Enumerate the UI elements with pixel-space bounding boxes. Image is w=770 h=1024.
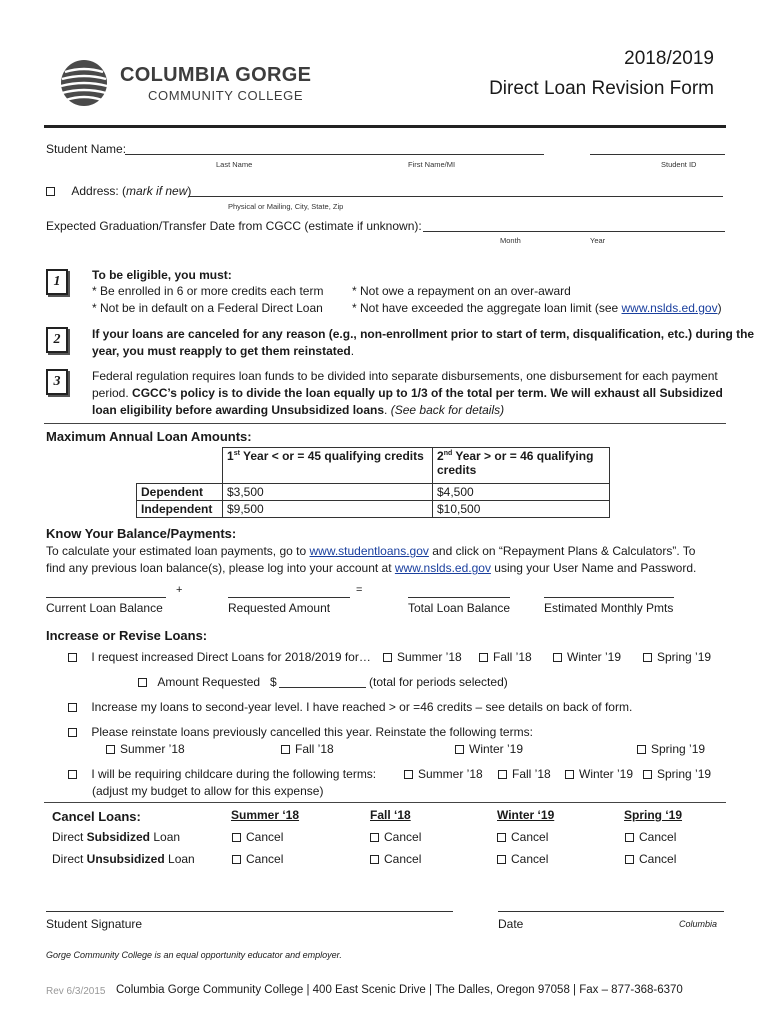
independent-label: Independent bbox=[137, 501, 223, 518]
cancel-subsidized-spring-checkbox[interactable] bbox=[625, 833, 634, 842]
balance-title: Know Your Balance/Payments: bbox=[46, 526, 237, 541]
cancel-subsidized-summer: Cancel bbox=[232, 830, 283, 844]
plus-sign: + bbox=[176, 584, 183, 596]
eligible-item-3: * Not be in default on a Federal Direct Loan bbox=[92, 301, 323, 315]
equals-sign: = bbox=[356, 584, 363, 596]
eligible-item-2: * Not owe a repayment on an over-award bbox=[352, 284, 571, 298]
nslds-link[interactable]: www.nslds.ed.gov bbox=[621, 301, 718, 315]
month-caption: Month bbox=[500, 236, 521, 245]
subsidized-row-label: Direct Subsidized Loan bbox=[52, 830, 181, 844]
logo-line1: COLUMBIA GORGE bbox=[120, 64, 312, 86]
address-field[interactable] bbox=[188, 182, 723, 197]
address-caption: Physical or Mailing, City, State, Zip bbox=[228, 202, 344, 211]
cancel-warning-period: . bbox=[350, 344, 355, 358]
increase-fall-checkbox[interactable] bbox=[479, 653, 488, 662]
address-close: ) bbox=[187, 184, 192, 198]
federal-rule-line2a: period. bbox=[92, 386, 133, 400]
cancel-unsubsidized-winter: Cancel bbox=[497, 852, 548, 866]
increase-title: Increase or Revise Loans: bbox=[46, 628, 208, 643]
graduation-label: Expected Graduation/Transfer Date from CGCC (estimate if unknown): bbox=[46, 219, 422, 233]
first-name-caption: First Name/MI bbox=[408, 160, 456, 169]
childcare-fall-option bbox=[498, 767, 551, 781]
monthly-payment-field[interactable] bbox=[544, 584, 674, 598]
federal-rule-line2 bbox=[92, 386, 723, 400]
reinstate-spring-label: Spring ’19 bbox=[651, 742, 706, 756]
childcare-winter-label: Winter ’19 bbox=[579, 767, 634, 781]
header-divider bbox=[44, 125, 726, 128]
cancel-header-fall: Fall ‘18 bbox=[370, 808, 411, 822]
cancel-header-winter: Winter ‘19 bbox=[497, 808, 555, 822]
eligible-item-4 bbox=[352, 301, 722, 315]
requested-amount-field[interactable] bbox=[228, 584, 350, 598]
requested-amount-caption: Requested Amount bbox=[228, 601, 331, 615]
second-year-row bbox=[68, 700, 632, 714]
federal-rule-line1: Federal regulation requires loan funds to be divided into separate disbursements, one disbursement for each payment bbox=[92, 369, 718, 383]
dollar-sign: $ bbox=[270, 675, 277, 689]
current-balance-caption: Current Loan Balance bbox=[46, 601, 163, 615]
cancel-title: Cancel Loans: bbox=[52, 809, 141, 824]
increase-fall-label: Fall ’18 bbox=[493, 650, 532, 664]
address-new-checkbox[interactable] bbox=[46, 187, 55, 196]
college-logo bbox=[58, 58, 338, 108]
federal-rule-line3a: loan eligibility before awarding Unsubsidized loans bbox=[92, 403, 385, 417]
max-loan-row-dependent bbox=[137, 484, 610, 501]
logo-line2: COMMUNITY COLLEGE bbox=[148, 88, 304, 103]
increase-summer-label: Summer ’18 bbox=[397, 650, 462, 664]
max-loan-row-independent bbox=[137, 501, 610, 518]
increase-summer-checkbox[interactable] bbox=[383, 653, 392, 662]
student-id-field[interactable] bbox=[590, 140, 725, 155]
childcare-summer-option bbox=[404, 767, 483, 781]
college-contact-footer: Columbia Gorge Community College | 400 East Scenic Drive | The Dalles, Oregon 97058 | Fax – 877-368-6370 bbox=[116, 984, 683, 996]
cancel-unsubsidized-spring: Cancel bbox=[625, 852, 676, 866]
reinstate-row bbox=[68, 725, 533, 739]
increase-winter-label: Winter ’19 bbox=[567, 650, 622, 664]
childcare-row bbox=[68, 767, 376, 781]
reinstate-summer-option bbox=[106, 742, 185, 756]
childcare-label: I will be requiring childcare during the following terms: bbox=[91, 767, 377, 781]
balance-line2 bbox=[46, 561, 696, 575]
cancel-unsubsidized-summer-checkbox[interactable] bbox=[232, 855, 241, 864]
request-increase-row bbox=[68, 650, 371, 664]
cancel-unsubsidized-summer: Cancel bbox=[232, 852, 283, 866]
max-loan-col1-header: 1st Year < or = 45 qualifying credits bbox=[223, 448, 433, 484]
reinstate-winter-label: Winter ’19 bbox=[469, 742, 524, 756]
cancel-unsubsidized-fall: Cancel bbox=[370, 852, 421, 866]
reinstate-fall-option bbox=[281, 742, 334, 756]
amount-requested-row bbox=[138, 675, 260, 689]
childcare-checkbox[interactable] bbox=[68, 770, 77, 779]
columbia-word: Columbia bbox=[679, 919, 718, 929]
date-caption: Date bbox=[498, 917, 524, 931]
max-loan-empty-cell bbox=[137, 448, 223, 484]
cancel-unsubsidized-spring-checkbox[interactable] bbox=[625, 855, 634, 864]
dependent-label: Dependent bbox=[137, 484, 223, 501]
request-increase-label: I request increased Direct Loans for 2018/2019 for… bbox=[91, 650, 371, 664]
childcare-winter-option bbox=[565, 767, 633, 781]
student-name-field[interactable] bbox=[125, 140, 544, 155]
rule-number-2: 2 bbox=[46, 327, 68, 353]
max-loan-title: Maximum Annual Loan Amounts: bbox=[46, 429, 252, 444]
amount-requested-note: (total for periods selected) bbox=[369, 675, 508, 689]
current-balance-field[interactable] bbox=[46, 584, 166, 598]
childcare-spring-checkbox[interactable] bbox=[643, 770, 652, 779]
cancel-subsidized-winter: Cancel bbox=[497, 830, 548, 844]
logo-globe-icon bbox=[58, 58, 110, 108]
cancel-subsidized-summer-checkbox[interactable] bbox=[232, 833, 241, 842]
revision-date: Rev 6/3/2015 bbox=[46, 986, 106, 997]
cancel-warning-line2 bbox=[92, 344, 354, 358]
increase-fall-option bbox=[479, 650, 532, 664]
reinstate-spring-option bbox=[637, 742, 705, 756]
reinstate-spring-checkbox[interactable] bbox=[637, 745, 646, 754]
federal-rule-line3b: . bbox=[384, 403, 391, 417]
cancel-unsubsidized-fall-checkbox[interactable] bbox=[370, 855, 379, 864]
max-loan-table bbox=[136, 447, 610, 518]
address-hint: mark if new bbox=[126, 184, 188, 198]
federal-rule-line2b: CGCC’s policy is to divide the loan equally up to 1/3 of the total per term. We will exhaust all Subsidized bbox=[132, 386, 723, 400]
form-title: Direct Loan Revision Form bbox=[489, 78, 714, 99]
eligible-item-4-pre: * Not have exceeded the aggregate loan limit (see bbox=[352, 301, 622, 315]
reinstate-summer-label: Summer ’18 bbox=[120, 742, 185, 756]
balance-line2-post: using your User Name and Password. bbox=[490, 561, 697, 575]
childcare-fall-checkbox[interactable] bbox=[498, 770, 507, 779]
independent-second-year: $10,500 bbox=[433, 501, 610, 518]
balance-line2-pre: find any previous loan balance(s), please log into your account at bbox=[46, 561, 395, 575]
signature-field[interactable] bbox=[46, 898, 453, 912]
student-id-caption: Student ID bbox=[661, 160, 697, 169]
reinstate-winter-checkbox[interactable] bbox=[455, 745, 464, 754]
increase-winter-checkbox[interactable] bbox=[553, 653, 562, 662]
signature-caption: Student Signature bbox=[46, 917, 143, 931]
cancel-warning-line1: If your loans are canceled for any reason (e.g., non-enrollment prior to start of term, disqualification, etc.) during the bbox=[92, 327, 755, 341]
second-year-checkbox[interactable] bbox=[68, 703, 77, 712]
childcare-spring-label: Spring ’19 bbox=[657, 767, 712, 781]
increase-spring-label: Spring ’19 bbox=[657, 650, 712, 664]
unsubsidized-row-label: Direct Unsubsidized Loan bbox=[52, 852, 195, 866]
childcare-note: (adjust my budget to allow for this expense) bbox=[92, 784, 324, 798]
reinstate-fall-label: Fall ’18 bbox=[295, 742, 334, 756]
increase-summer-option bbox=[383, 650, 462, 664]
amount-requested-label: Amount Requested bbox=[157, 675, 261, 689]
address-label: Address: ( bbox=[71, 184, 127, 198]
balance-line1-pre: To calculate your estimated loan payments, go to bbox=[46, 544, 310, 558]
rule-number-3: 3 bbox=[46, 369, 68, 395]
request-increase-checkbox[interactable] bbox=[68, 653, 77, 662]
cancel-subsidized-fall: Cancel bbox=[370, 830, 421, 844]
reinstate-summer-checkbox[interactable] bbox=[106, 745, 115, 754]
cancel-header-spring: Spring ‘19 bbox=[624, 808, 683, 822]
eligible-item-4-post: ) bbox=[717, 301, 722, 315]
federal-rule-line3c: (See back for details) bbox=[390, 403, 505, 417]
childcare-winter-checkbox[interactable] bbox=[565, 770, 574, 779]
last-name-caption: Last Name bbox=[216, 160, 253, 169]
year-caption: Year bbox=[590, 236, 606, 245]
nslds-link-2[interactable]: www.nslds.ed.gov bbox=[394, 561, 491, 575]
total-balance-field[interactable] bbox=[408, 584, 510, 598]
reinstate-winter-option bbox=[455, 742, 523, 756]
amount-requested-checkbox[interactable] bbox=[138, 678, 147, 687]
independent-first-year: $9,500 bbox=[223, 501, 433, 518]
childcare-summer-label: Summer ’18 bbox=[418, 767, 483, 781]
eligible-title: To be eligible, you must: bbox=[92, 268, 232, 282]
increase-winter-option bbox=[553, 650, 621, 664]
rule-number-1: 1 bbox=[46, 269, 68, 295]
balance-line1 bbox=[46, 544, 695, 558]
total-balance-caption: Total Loan Balance bbox=[408, 601, 511, 615]
rules-divider bbox=[44, 423, 726, 424]
reinstate-label: Please reinstate loans previously cancelled this year. Reinstate the following terms: bbox=[91, 725, 533, 739]
cancel-subsidized-spring: Cancel bbox=[625, 830, 676, 844]
date-field[interactable] bbox=[498, 898, 724, 912]
studentloans-link[interactable]: www.studentloans.gov bbox=[309, 544, 429, 558]
balance-line1-post: and click on “Repayment Plans & Calculators”. To bbox=[428, 544, 696, 558]
childcare-summer-checkbox[interactable] bbox=[404, 770, 413, 779]
cancel-warning-line2-text: year, you must reapply to get them reinstated bbox=[92, 344, 351, 358]
monthly-payment-caption: Estimated Monthly Pmts bbox=[544, 601, 674, 615]
eligible-item-1: * Be enrolled in 6 or more credits each term bbox=[92, 284, 324, 298]
cancel-section-divider bbox=[44, 802, 726, 803]
equal-opportunity-statement: Gorge Community College is an equal opportunity educator and employer. bbox=[46, 950, 342, 960]
cancel-subsidized-fall-checkbox[interactable] bbox=[370, 833, 379, 842]
childcare-fall-label: Fall ’18 bbox=[512, 767, 551, 781]
increase-spring-checkbox[interactable] bbox=[643, 653, 652, 662]
form-year: 2018/2019 bbox=[624, 48, 714, 69]
dependent-second-year: $4,500 bbox=[433, 484, 610, 501]
federal-rule-line3 bbox=[92, 403, 504, 417]
cancel-header-summer: Summer ‘18 bbox=[231, 808, 300, 822]
reinstate-checkbox[interactable] bbox=[68, 728, 77, 737]
dependent-first-year: $3,500 bbox=[223, 484, 433, 501]
increase-spring-option bbox=[643, 650, 711, 664]
max-loan-header-row bbox=[137, 448, 610, 484]
amount-requested-field[interactable] bbox=[279, 674, 366, 688]
student-name-label: Student Name: bbox=[46, 142, 127, 156]
cancel-unsubsidized-winter-checkbox[interactable] bbox=[497, 855, 506, 864]
reinstate-fall-checkbox[interactable] bbox=[281, 745, 290, 754]
graduation-date-field[interactable] bbox=[423, 217, 725, 232]
address-row bbox=[46, 184, 191, 198]
cancel-subsidized-winter-checkbox[interactable] bbox=[497, 833, 506, 842]
max-loan-col2-header: 2nd Year > or = 46 qualifying credits bbox=[433, 448, 610, 484]
childcare-spring-option bbox=[643, 767, 711, 781]
second-year-label: Increase my loans to second-year level. I have reached > or =46 credits – see details on back of form. bbox=[91, 700, 633, 714]
